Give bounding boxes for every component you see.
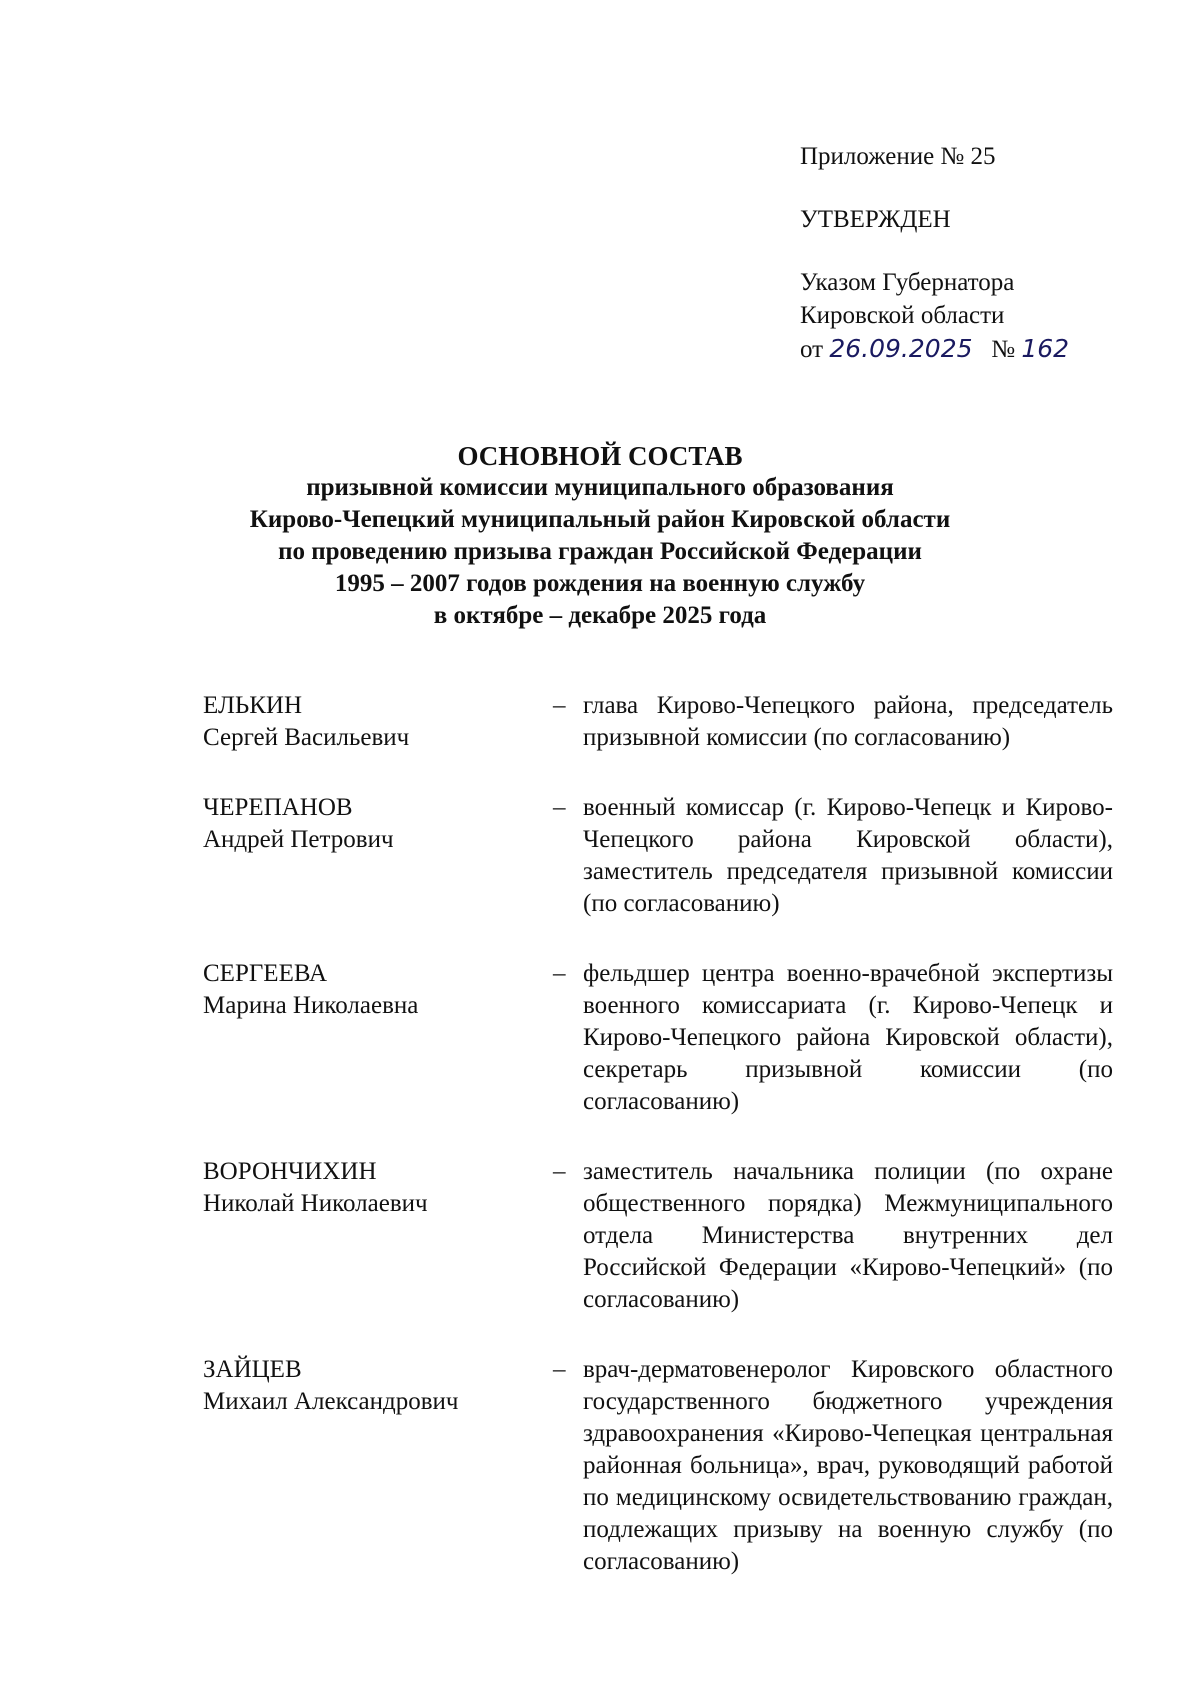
document-title: [0, 440, 1200, 632]
member-given-name: Андрей Петрович: [203, 826, 394, 853]
handwritten-date: 26.09.2025: [829, 334, 973, 363]
member-entry: [203, 792, 1113, 920]
decree-date-line: [800, 332, 1069, 366]
member-dash: –: [553, 960, 566, 987]
appendix-number: Приложение № 25: [800, 143, 996, 170]
member-name: [203, 690, 553, 754]
member-list: [203, 690, 1113, 1616]
member-dash: –: [553, 1356, 566, 1383]
member-role: заместитель начальника полиции (по охране общественного порядка) Межмуниципального отдела Министерства внутренних дел Российской Федерации «Кирово-Чепецкий» (по согласованию): [583, 1158, 1113, 1313]
title-main: ОСНОВНОЙ СОСТАВ: [457, 441, 743, 471]
member-role: фельдшер центра военно-врачебной экспертизы военного комиссариата (г. Кирово-Чепецк и Кирово-Чепецкого района Кировской области), секретарь призывной комиссии (по согласованию): [583, 960, 1113, 1115]
number-prefix: №: [991, 336, 1016, 363]
title-line-1: призывной комиссии муниципального образования: [306, 474, 894, 501]
member-entry: [203, 1354, 1113, 1578]
member-role: военный комиссар (г. Кирово-Чепецк и Кирово-Чепецкого района Кировской области), заместитель председателя призывной комиссии (по согласованию): [583, 794, 1113, 917]
member-name: [203, 958, 553, 1118]
title-line-3: по проведению призыва граждан Российской Федерации: [278, 538, 922, 565]
member-role: глава Кирово-Чепецкого района, председатель призывной комиссии (по согласованию): [583, 692, 1113, 751]
decree-line-2: Кировской области: [800, 302, 1005, 329]
member-dash: –: [553, 692, 566, 719]
member-surname: СЕРГЕЕВА: [203, 960, 327, 987]
member-given-name: Сергей Васильевич: [203, 724, 410, 751]
member-surname: ВОРОНЧИХИН: [203, 1158, 377, 1185]
member-name: [203, 1156, 553, 1316]
title-line-4: 1995 – 2007 годов рождения на военную службу: [334, 570, 866, 597]
title-line-5: в октябре – декабре 2025 года: [433, 602, 767, 629]
member-given-name: Марина Николаевна: [203, 992, 419, 1019]
member-given-name: Николай Николаевич: [203, 1190, 428, 1217]
date-prefix: от: [800, 336, 824, 363]
member-name: [203, 1354, 553, 1578]
member-given-name: Михаил Александрович: [203, 1388, 459, 1415]
member-name: [203, 792, 553, 920]
member-dash: –: [553, 794, 566, 821]
approved-label: УТВЕРЖДЕН: [800, 206, 951, 233]
title-line-2: Кирово-Чепецкий муниципальный район Кировской области: [249, 506, 951, 533]
member-entry: [203, 1156, 1113, 1316]
member-surname: ЕЛЬКИН: [203, 692, 303, 719]
member-dash: –: [553, 1158, 566, 1185]
member-entry: [203, 690, 1113, 754]
member-surname: ЗАЙЦЕВ: [203, 1356, 302, 1383]
handwritten-number: 162: [1021, 334, 1070, 363]
approval-block: [800, 140, 1069, 366]
member-surname: ЧЕРЕПАНОВ: [203, 794, 353, 821]
member-role: врач-дерматовенеролог Кировского областного государственного бюджетного учреждения здравоохранения «Кирово-Чепецкая центральная районная больница», врач, руководящий работой по медицинскому освидетельствованию граждан, подлежащих призыву на военную службу (по согласованию): [583, 1356, 1113, 1575]
member-entry: [203, 958, 1113, 1118]
decree-line-1: Указом Губернатора: [800, 269, 1015, 296]
